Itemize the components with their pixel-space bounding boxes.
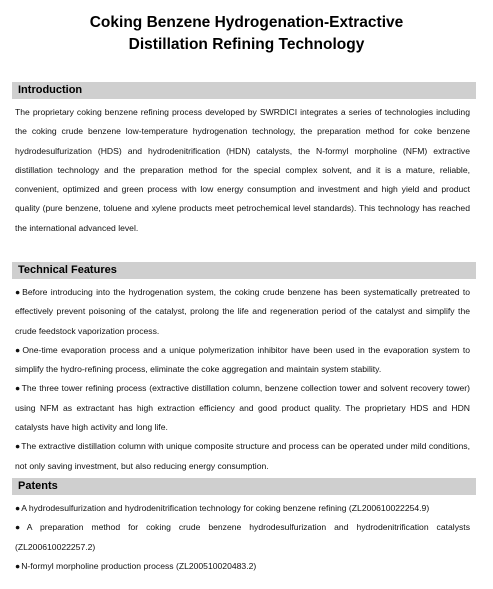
document-title [10, 12, 483, 56]
bullet-icon: ● [15, 383, 21, 394]
list-item [15, 557, 470, 576]
list-item-text: Before introducing into the hydrogenation system, the coking crude benzene has been systematically pretreated to effectively prevent poisoning of the catalyst, prolong the life and regeneration period of the catalyst and simplify the crude feedstock vaporization process. [15, 287, 470, 336]
bullet-icon: ● [15, 503, 21, 513]
list-item [15, 379, 470, 437]
patents-list [15, 499, 470, 576]
introduction-heading: Introduction [12, 82, 476, 99]
list-item-text: A hydrodesulfurization and hydrodenitrification technology for coking benzene refining (ZL200610022254.9) [21, 503, 430, 513]
list-item [15, 283, 470, 341]
list-item [15, 499, 470, 518]
technical-features-list [15, 283, 470, 476]
list-item [15, 341, 470, 380]
technical-features-heading: Technical Features [12, 262, 476, 279]
list-item [15, 437, 470, 476]
title-line-1: Coking Benzene Hydrogenation-Extractive [89, 14, 404, 31]
bullet-icon: ● [15, 344, 22, 355]
bullet-icon: ● [15, 287, 22, 297]
list-item-text: The three tower refining process (extractive distillation column, benzene collection tower and solvent recovery tower) using NFM as extractant has high extraction efficiency and good product quality. The proprietary HDS and HDN catalysts have high activity and long life. [15, 383, 470, 433]
bullet-icon: ● [15, 441, 21, 452]
list-item-text: One-time evaporation process and a unique polymerization inhibitor have been used in the evaporation system to simplify the hydro-refining process, eliminate the coke aggregation and maintain system stability. [15, 344, 470, 375]
list-item-text: N-formyl morpholine production process (ZL200510020483.2) [21, 560, 257, 571]
patents-heading: Patents [12, 478, 476, 495]
bullet-icon: ● [15, 522, 26, 533]
introduction-text: The proprietary coking benzene refining process developed by SWRDICI integrates a series of technologies including the coking crude benzene low-temperature hydrogenation technology, the preparation method for coke benzene hydrodesulfurization (HDS) and hydrodenitrification (HDN) catalysts, the N-formyl morpholine (NFM) extractive distillation technology and the preparation method for the special complex solvent, and it is a mature, reliable, convenient, optimized and green process with low energy consumption and investment and high yield and product quality (pure benzene, toluene and xylene products meet petrochemical level standards). This technology has reached the international advanced level. [15, 107, 470, 233]
list-item [15, 518, 470, 557]
title-line-2: Distillation Refining Technology [128, 36, 365, 53]
list-item-text: The extractive distillation column with unique composite structure and process can be operated under mild conditions, not only saving investment, but also reducing energy consumption. [15, 441, 470, 471]
bullet-icon: ● [15, 560, 21, 571]
list-item-text: A preparation method for coking crude benzene hydrodesulfurization and hydrodenitrification catalysts (ZL200610022257.2) [15, 522, 470, 552]
